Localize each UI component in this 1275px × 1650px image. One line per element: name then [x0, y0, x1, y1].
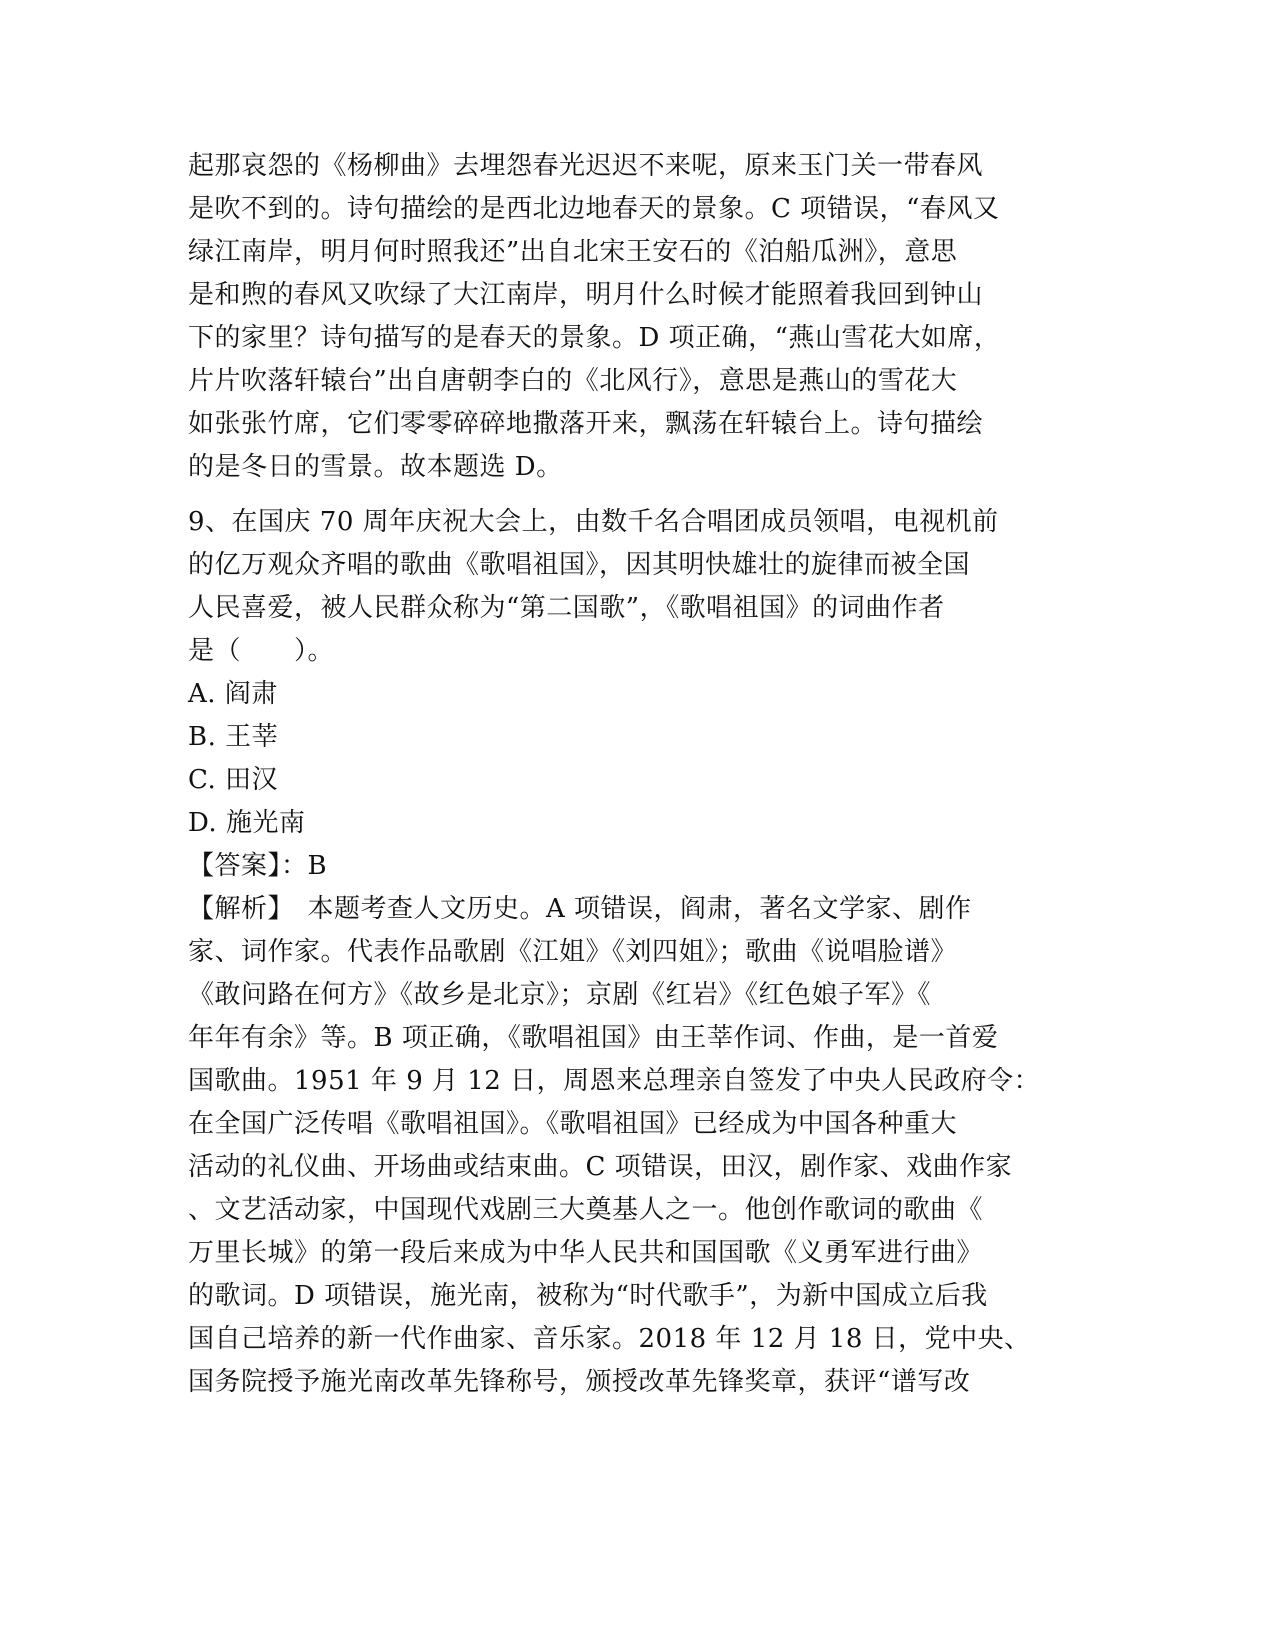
analysis-line: 的歌词。D 项错误，施光南，被称为“时代歌手”，为新中国成立后我 [188, 1281, 988, 1311]
text-line: 是和煦的春风又吹绿了大江南岸，明月什么时候才能照着我回到钟山 [188, 280, 984, 310]
question-9 [188, 501, 1078, 845]
text-line: 如张张竹席，它们零零碎碎地撒落开来，飘荡在轩辕台上。诗句描绘 [188, 409, 984, 439]
analysis-line: 《敢问路在何方》《故乡是北京》；京剧《红岩》《红色娘子军》《 [188, 980, 932, 1010]
analysis-line: 、文艺活动家，中国现代戏剧三大奠基人之一。他创作歌词的歌曲《 [188, 1195, 984, 1225]
question-stem-line: 的亿万观众齐唱的歌曲《歌唱祖国》，因其明快雄壮的旋律而被全国 [188, 550, 971, 580]
document-content [188, 145, 1078, 1404]
analysis-section [188, 888, 1078, 1404]
analysis-line: 国自己培养的新一代作曲家、音乐家。2018 年 12 月 18 日，党中央、 [188, 1324, 1031, 1354]
text-line: 下的家里？诗句描写的是春天的景象。D 项正确，“燕山雪花大如席， [188, 323, 1001, 353]
analysis-line: 家、词作家。代表作品歌剧《江姐》《刘四姐》；歌曲《说唱脸谱》 [188, 937, 958, 967]
analysis-line: 国务院授予施光南改革先锋称号，颁授改革先锋奖章，获评“谱写改 [188, 1367, 971, 1397]
analysis-line: 年年有余》等。B 项正确，《歌唱祖国》由王莘作词、作曲，是一首爱 [188, 1023, 999, 1053]
previous-answer-explanation [188, 145, 1078, 489]
option-a: A. 阎肃 [188, 679, 278, 709]
option-c: C. 田汉 [188, 765, 278, 795]
text-line: 起那哀怨的《杨柳曲》去埋怨春光迟迟不来呢，原来玉门关一带春风 [188, 151, 984, 181]
text-line: 片片吹落轩辕台”出自唐朝李白的《北风行》，意思是燕山的雪花大 [188, 366, 958, 396]
question-stem-line: 人民喜爱，被人民群众称为“第二国歌”，《歌唱祖国》的词曲作者 [188, 593, 945, 623]
analysis-line: 在全国广泛传唱《歌唱祖国》。《歌唱祖国》已经成为中国各种重大 [188, 1109, 958, 1139]
question-stem-line: 9、在国庆 70 周年庆祝大会上，由数千名合唱团成员领唱，电视机前 [188, 507, 999, 537]
option-d: D. 施光南 [188, 808, 306, 838]
analysis-line: 国歌曲。1951 年 9 月 12 日，周恩来总理亲自签发了中央人民政府令： [188, 1066, 1041, 1096]
text-line: 绿江南岸，明月何时照我还”出自北宋王安石的《泊船瓜洲》，意思 [188, 237, 958, 267]
text-line: 的是冬日的雪景。故本题选 D。 [188, 452, 563, 482]
analysis-line: 活动的礼仪曲、开场曲或结束曲。C 项错误，田汉，剧作家、戏曲作家 [188, 1152, 1013, 1182]
question-stem-line: 是（ ）。 [188, 636, 335, 666]
text-line: 是吹不到的。诗句描绘的是西北边地春天的景象。C 项错误，“春风又 [188, 194, 1000, 224]
analysis-line: 万里长城》的第一段后来成为中华人民共和国国歌《义勇军进行曲》 [188, 1238, 984, 1268]
answer-line: 【答案】：B [188, 851, 328, 881]
paragraph-gap [188, 489, 1078, 501]
analysis-line: 【解析】 本题考查人文历史。A 项错误，阎肃，著名文学家、剧作 [188, 894, 972, 924]
option-b: B. 王莘 [188, 722, 279, 752]
